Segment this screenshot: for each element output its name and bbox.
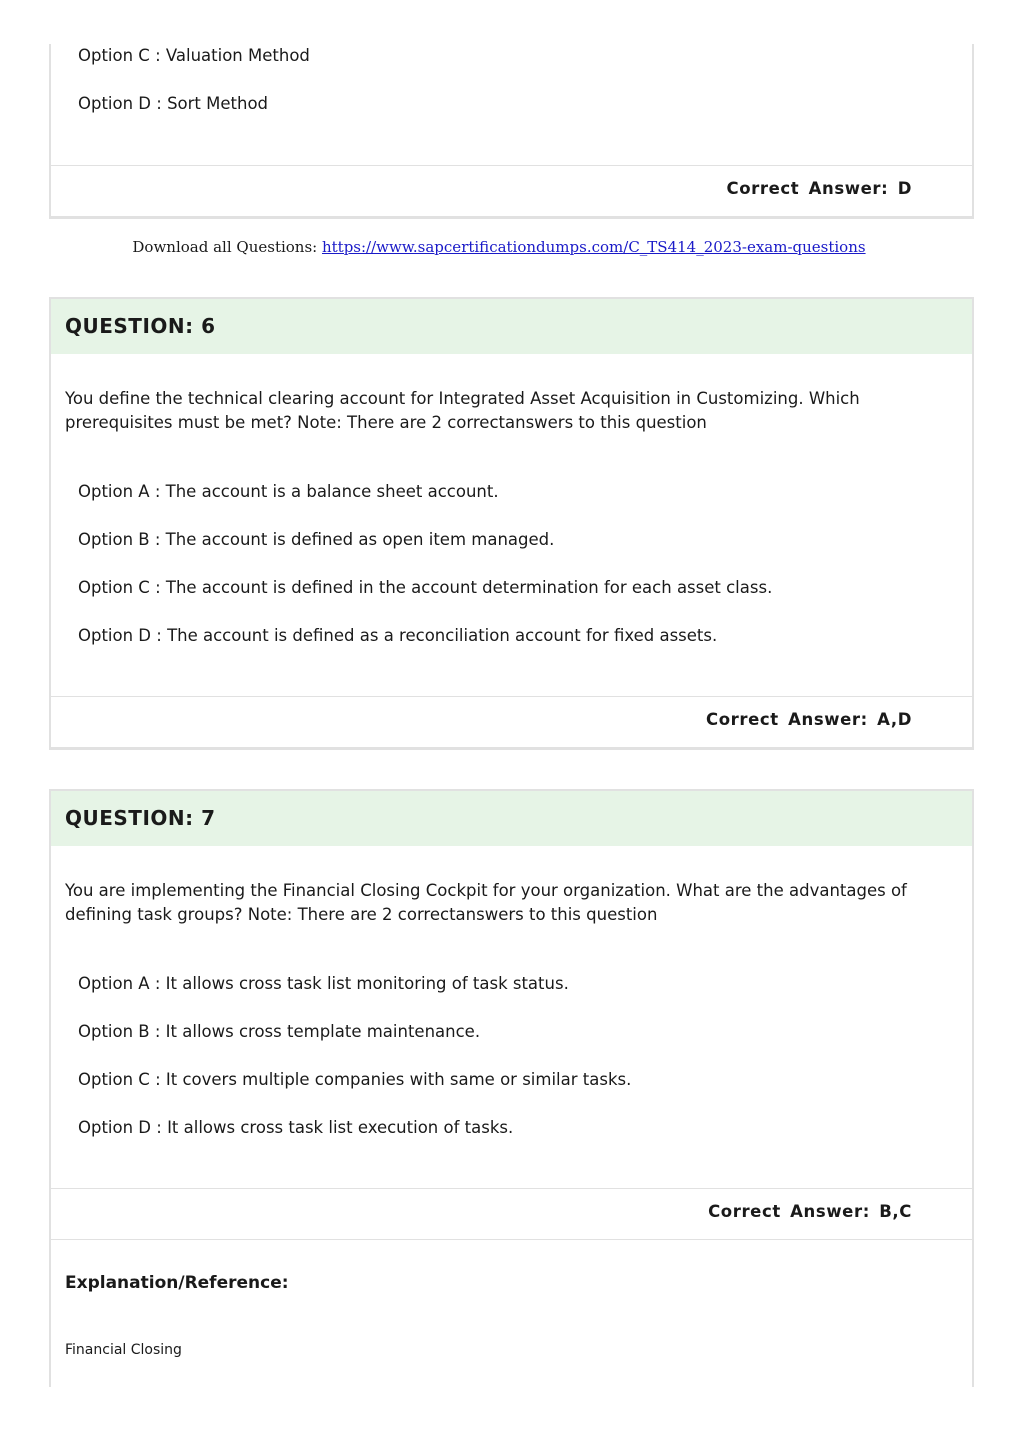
correct-answer: Correct Answer: B,C xyxy=(708,1202,912,1221)
question-6-card xyxy=(49,297,974,750)
option-c: Option C : It covers multiple companies with same or similar tasks. xyxy=(78,1070,632,1089)
explanation-body: Financial Closing xyxy=(65,1342,182,1358)
option-b: Option B : The account is defined as open item managed. xyxy=(78,530,555,549)
question-title: QUESTION: 7 xyxy=(51,791,972,846)
option-d: Option D : The account is defined as a reconciliation account for fixed assets. xyxy=(78,626,718,645)
answer-bar xyxy=(51,1188,972,1239)
divider xyxy=(51,1239,972,1241)
answer-bar xyxy=(51,165,972,216)
correct-answer: Correct Answer: D xyxy=(726,179,912,198)
explanation-title: Explanation/Reference: xyxy=(65,1273,289,1293)
option-c: Option C : The account is defined in the account determination for each asset class. xyxy=(78,578,773,597)
option-c: Option C : Valuation Method xyxy=(78,46,310,65)
question-text: You are implementing the Financial Closing Cockpit for your organization. What are the advantages of defining task groups? Note: There are 2 correctanswers to this question xyxy=(65,881,907,924)
download-line xyxy=(0,238,998,256)
option-b: Option B : It allows cross template maintenance. xyxy=(78,1022,481,1041)
question-text: You define the technical clearing account for Integrated Asset Acquisition in Customizing. Which prerequisites must be met? Note: There are 2 correctanswers to this question xyxy=(65,389,860,432)
question-5-card xyxy=(49,44,974,219)
question-title: QUESTION: 6 xyxy=(51,299,972,354)
download-prefix: Download all Questions: xyxy=(132,238,322,256)
option-a: Option A : It allows cross task list monitoring of task status. xyxy=(78,974,569,993)
question-7-card xyxy=(49,789,974,1387)
option-d: Option D : Sort Method xyxy=(78,94,269,113)
option-d: Option D : It allows cross task list execution of tasks. xyxy=(78,1118,514,1137)
option-a: Option A : The account is a balance sheet account. xyxy=(78,482,499,501)
download-link[interactable]: https://www.sapcertificationdumps.com/C_TS414_2023-exam-questions xyxy=(321,238,866,256)
correct-answer: Correct Answer: A,D xyxy=(705,710,912,729)
answer-bar xyxy=(51,696,972,747)
